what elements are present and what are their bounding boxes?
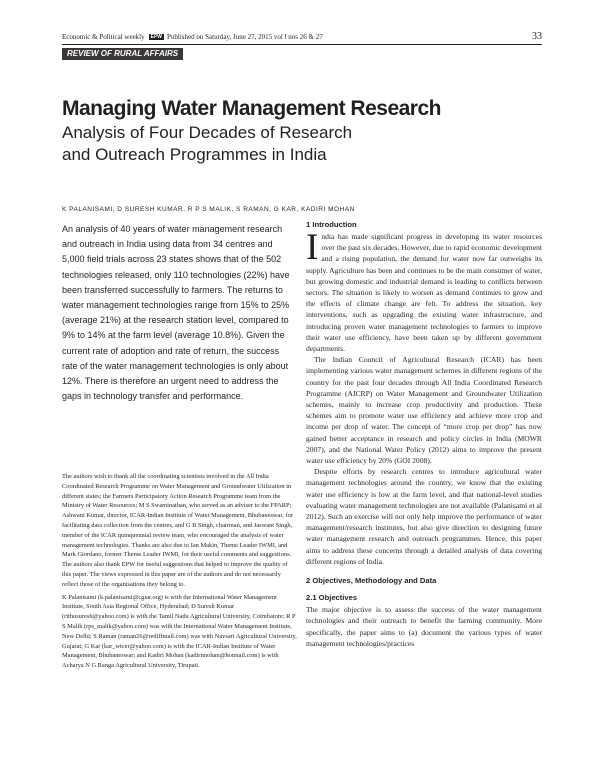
- author-list: K PALANISAMI, D SURESH KUMAR, R P S MALIK, S RAMAN, G KAR, KADIRI MOHAN: [62, 206, 355, 213]
- running-header-left: [62, 33, 323, 41]
- left-column: [62, 222, 296, 404]
- journal-name: Economic & Political weekly: [62, 33, 145, 41]
- header-rule: [62, 44, 542, 45]
- footnotes: [62, 472, 298, 671]
- page-number: 33: [532, 31, 542, 42]
- section-label: REVIEW OF RURAL AFFAIRS: [62, 48, 183, 60]
- subsection-heading-objectives: 2.1 Objectives: [306, 593, 358, 603]
- body-paragraph: Despite efforts by research centres to introduce agricultural water management technologies around the country, we know that the existing water use efficiency is low at the farm level, and that national-level studies evaluating water management technologies are not available (Palanisami et al 2012). Such an exercise will not only help improve the performance of water management/research institutes, but also give direction to designing future water management research and outreach programmes. Hence, this paper aims to address these concerns through a detailed analysis of data covering different regions of India.: [306, 467, 542, 566]
- drop-cap: I: [306, 227, 319, 268]
- section-heading-introduction: 1 Introduction: [306, 220, 357, 229]
- acknowledgement-note: The authors wish to thank all the coordinating scientists involved in the All India Coordinated Research Programme on Water Management and Groundwater Utilization in different states; the Farmers Participatory Action Research Programme team from the Ministry of Water Resources; M S Swaminathan, who served as an adviser to the FPARP; Ashwani Kumar, director, ICAR-Indian Institute of Water Management, Bhubaneswar, for facilitating data collection from the centres, and G B Singh, chairman, and Jaswant Singh, member of the ICAR quinquennial review team, who encouraged the analysis of water management technologies. Thanks are also due to Ian Makin, Theme Leader IWMI, and Mark Giordano, former Theme Leader IWMI, for their useful comments and suggestions. The authors also thank EPW for useful suggestions that helped to improve the quality of this paper. The views expressed in this paper are of the authors and do not necessarily reflect those of the organisations they belong to.: [62, 473, 293, 588]
- section-heading-objectives-methodology: 2 Objectives, Methodology and Data: [306, 576, 437, 586]
- body-paragraph: The Indian Council of Agricultural Research (ICAR) has been implementing various water management schemes in different regions of the country for the past four decades through All India Coordinated Research Programme (AICRP) on Water Management and Groundwater Utilization schemes, mainly to increase crop productivity and production. These schemes aim to promote water use efficiency and achieve more crop and income per drop of water. The concept of “more crop per drop” has now gained better acceptance in research and policy circles in India (MOWR 2007), and the National Water Policy (2012) aims to improve the present water use efficiency by 20% (GOI 2008).: [306, 355, 542, 466]
- body-paragraph: [306, 227, 542, 354]
- article-title: Managing Water Management Research: [62, 97, 441, 120]
- subtitle-line-2: and Outreach Programmes in India: [62, 145, 327, 164]
- body-column: [306, 218, 542, 649]
- abstract: An analysis of 40 years of water management research and outreach in India using data from 34 centres and 5,000 field trials across 23 states shows that of the 502 technologies released, only 110 technologies (22%) have been transferred successfully to farmers. The returns to water management technologies range from 15% to 25% (average 21%) at the research station level, compared to 9% to 14% at the farm level (average 10.8%). Given the current rate of adoption and rate of return, the success rate of the water management technologies is only about 12%. There is therefore an urgent need to address the gaps in technology transfer and performance.: [62, 224, 290, 402]
- subtitle-line-1: Analysis of Four Decades of Research: [62, 123, 353, 142]
- body-paragraph: The major objective is to assess the success of the water management technologies and their outreach to benefit the farming community. More specifically, the paper aims to (a) document the various types of water management technologies/practices: [306, 605, 542, 648]
- running-header: [62, 31, 542, 43]
- paragraph-text: ndia has made significant progress in developing its water resources over the past six decades. However, due to rapid economic development and a rising population, the demand for water now far outweighs its supply. Agriculture has been and continues to be the main consumer of water, but growing domestic and industrial demand is leading to conflicts between sectors. The situation is likely to worsen as demand continues to grow and the effects of climate change are felt. To address the situation, key interventions, such as upgrading the existing water infrastructure, and introducing proven water management technologies to farmers to improve their water use efficiency, have been taken up by different government departments.: [306, 232, 542, 354]
- article-subtitle: [62, 122, 542, 166]
- publication-date: Published on Saturday, June 27, 2015 vol l nos 26 & 27: [167, 33, 323, 41]
- affiliation-note: K Palanisami (k.palanisami@cgiar.org) is with the International Water Management Institute, South Asia Regional Office, Hyderabad; D Suresh Kumar (rithusuresh@yahoo.com) is with the Tamil Nadu Agricultural University, Coimbatore; R P S Malik (rps_malik@yahoo.com) was with the International Water Management Institute, New Delhi; S Raman (raman26@rediffmail.com) was with Navsari Agricultural University, Gujarat; G Kar (kar_wtcer@yahoo.com) is with the ICAR-Indian Institute of Water Management, Bhubaneswar; and Kadiri Mohan (kadirimohan@hotmail.com) is with Acharya N G Ranga Agricultural University, Tirupati.: [62, 593, 297, 670]
- epw-logo: EPW: [150, 34, 163, 40]
